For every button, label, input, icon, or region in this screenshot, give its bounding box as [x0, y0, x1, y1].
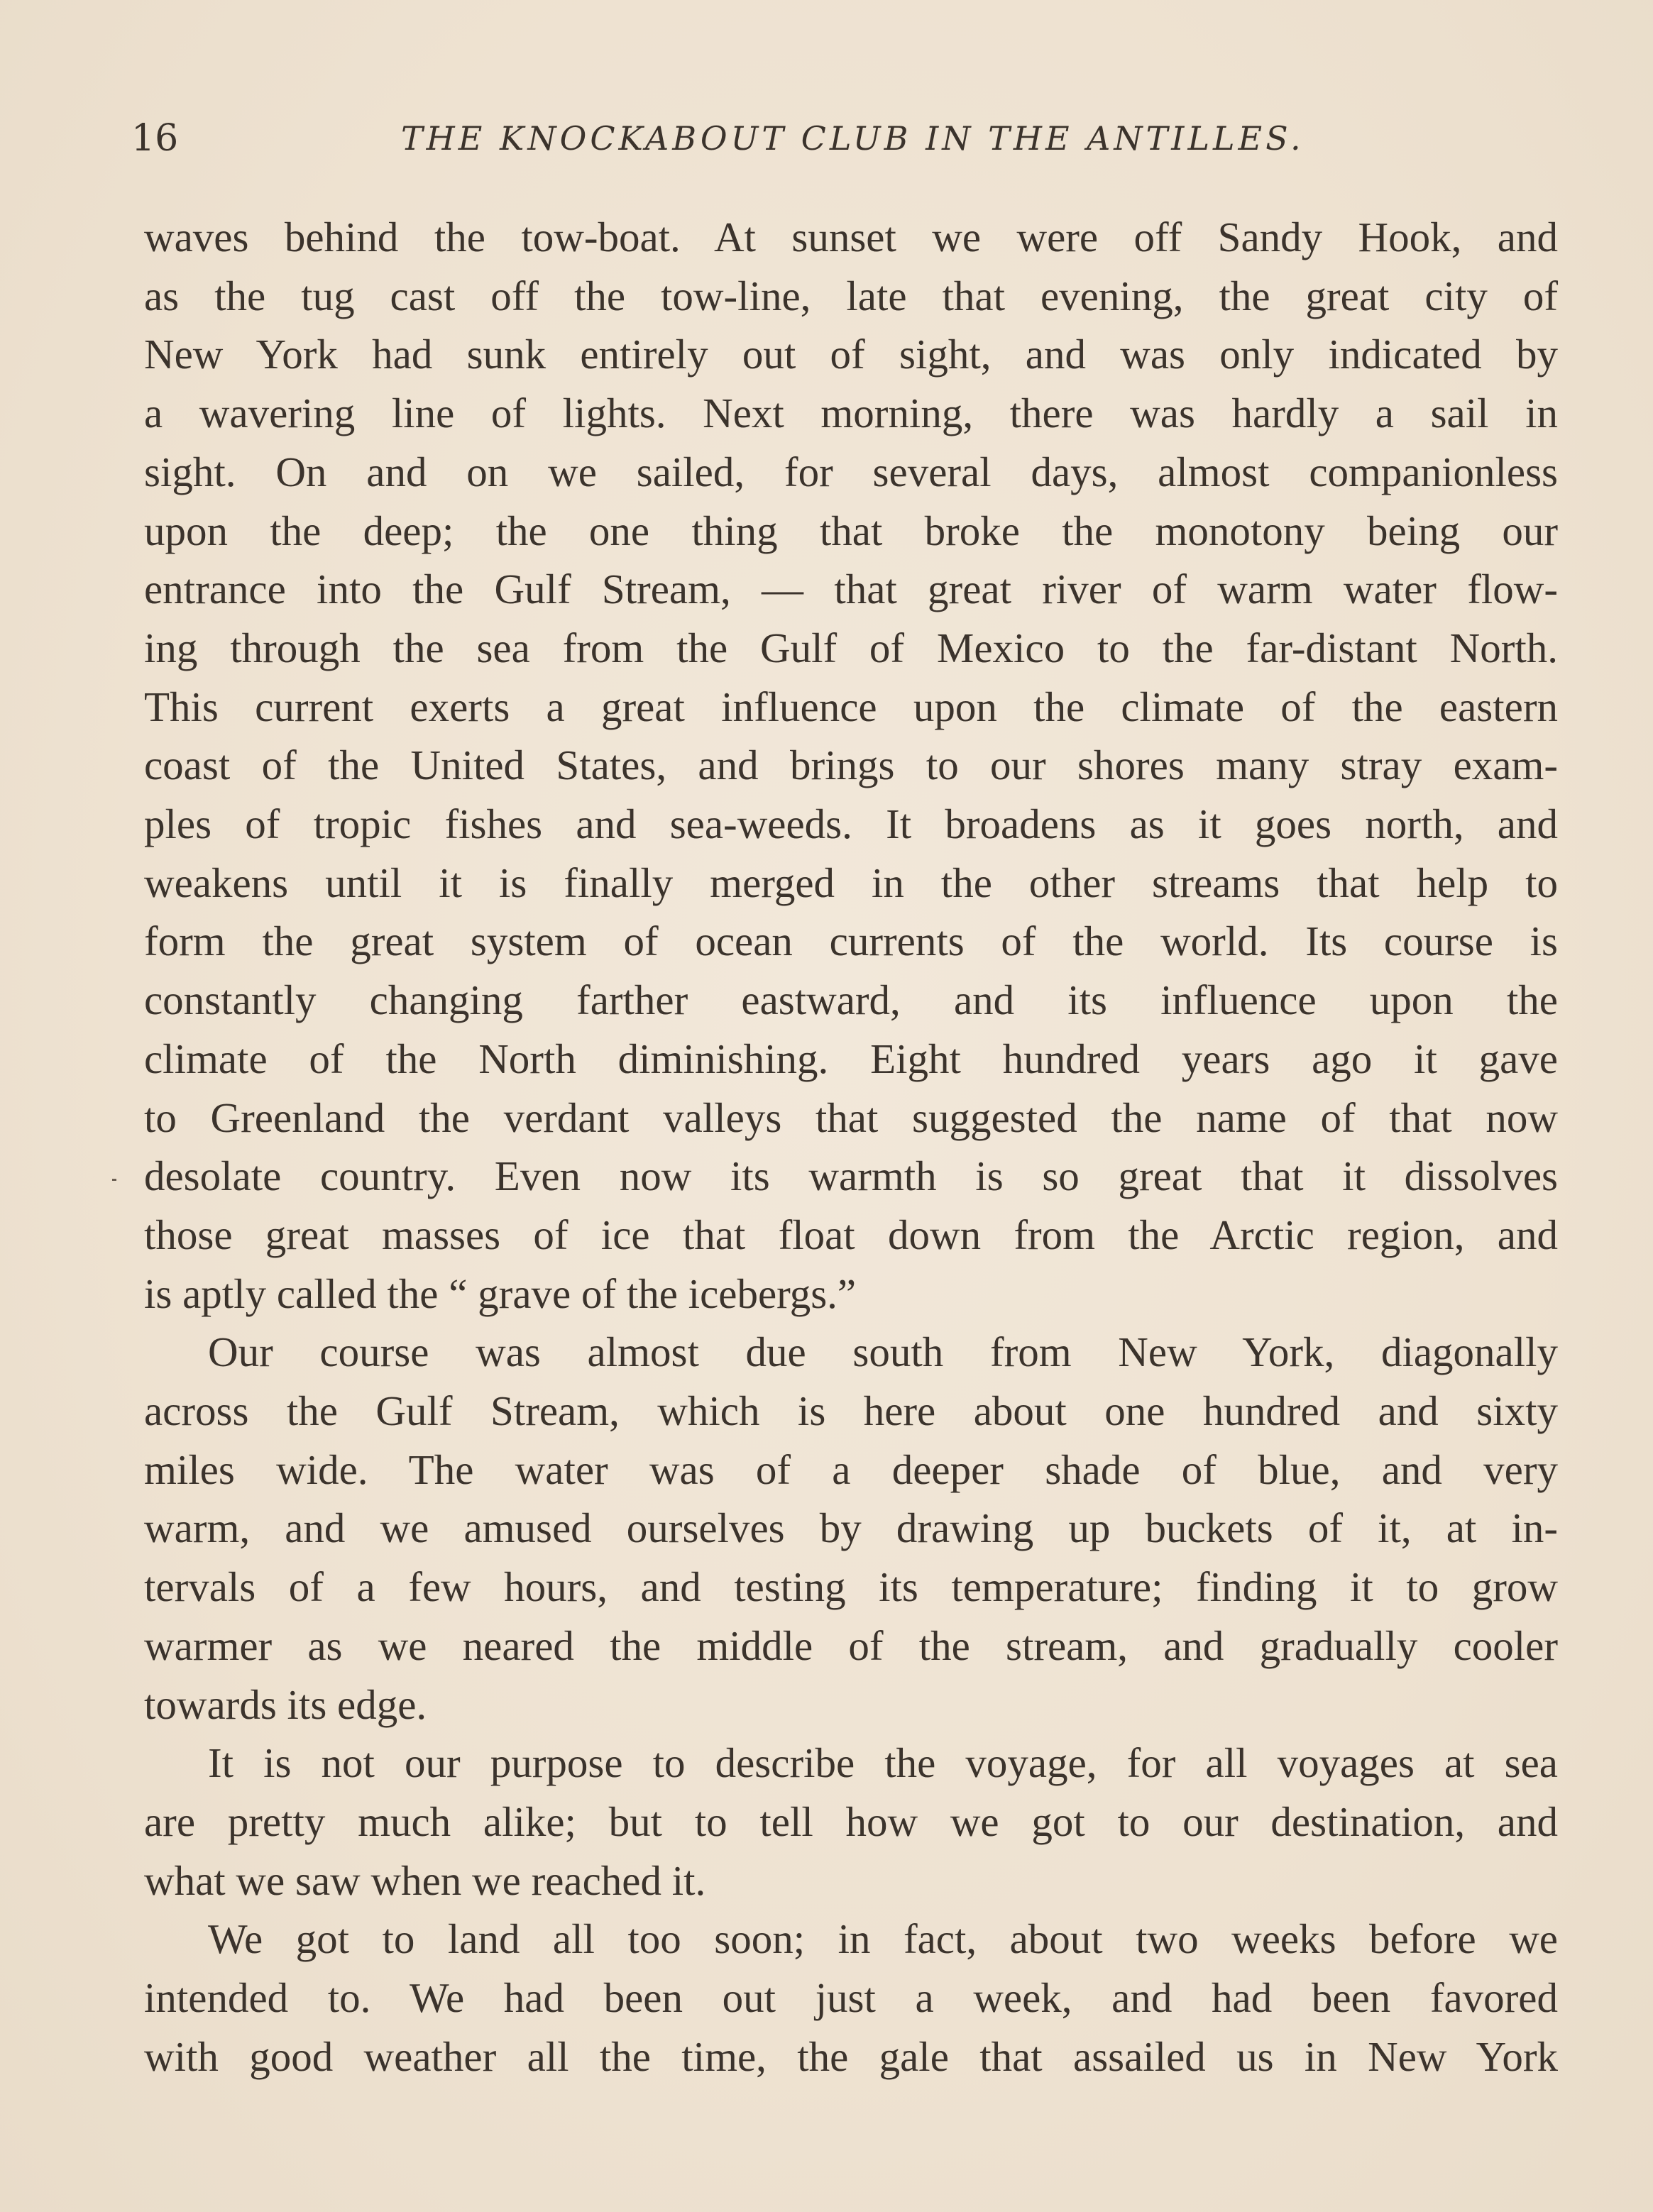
text-line: This current exerts a great influence upon the climate of the eastern	[144, 683, 1558, 730]
text-line: with good weather all the time, the gale that assailed us in New York	[144, 2032, 1558, 2080]
text-line: It is not our purpose to describe the voyage, for all voyages at sea	[208, 1739, 1558, 1787]
text-line: We got to land all too soon; in fact, about two weeks before we	[208, 1915, 1558, 1963]
text-line: across the Gulf Stream, which is here about one hundred and sixty	[144, 1387, 1558, 1435]
text-line: Our course was almost due south from New York, diagonally	[208, 1328, 1558, 1376]
text-line: sight. On and on we sailed, for several days, almost companionless	[144, 448, 1558, 495]
text-line: what we saw when we reached it.	[144, 1856, 706, 1904]
text-line: form the great system of ocean currents of the world. Its course is	[144, 918, 1558, 965]
text-line: those great masses of ice that float down from the Arctic region, and	[144, 1211, 1558, 1258]
text-line: towards its edge.	[144, 1680, 427, 1728]
text-line: upon the deep; the one thing that broke the monotony being our	[144, 507, 1558, 554]
text-line: to Greenland the verdant valleys that suggested the name of that now	[144, 1094, 1558, 1141]
running-head	[131, 110, 1522, 167]
text-line: waves behind the tow-boat. At sunset we were off Sandy Hook, and	[144, 214, 1558, 260]
paragraph-1	[144, 208, 1558, 1323]
text-line: ples of tropic fishes and sea-weeds. It broadens as it goes north, and	[144, 800, 1558, 848]
text-line: weakens until it is finally merged in the other streams that help to	[144, 859, 1558, 906]
text-line: New York had sunk entirely out of sight, and was only indicated by	[144, 331, 1558, 378]
text-line: warm, and we amused ourselves by drawing up buckets of it, at in-	[144, 1504, 1558, 1552]
paragraph-4	[144, 1910, 1558, 2086]
paragraph-3	[144, 1734, 1558, 1910]
page-number: 16	[131, 117, 179, 160]
book-title: THE KNOCKABOUT CLUB IN THE ANTILLES.	[401, 119, 1305, 158]
margin-mark	[112, 1179, 116, 1181]
text-line: as the tug cast off the tow-line, late that evening, the great city of	[144, 272, 1558, 319]
text-line: warmer as we neared the middle of the stream, and gradually cooler	[144, 1622, 1558, 1669]
text-line: climate of the North diminishing. Eight hundred years ago it gave	[144, 1035, 1558, 1082]
text-line: a wavering line of lights. Next morning, there was hardly a sail in	[144, 390, 1558, 437]
text-line: are pretty much alike; but to tell how we got to our destination, and	[144, 1798, 1558, 1845]
text-line: coast of the United States, and brings to our shores many stray exam-	[144, 742, 1558, 789]
paragraph-2	[144, 1323, 1558, 1734]
text-line: miles wide. The water was of a deeper shade of blue, and very	[144, 1446, 1558, 1493]
text-line: intended to. We had been out just a week, and had been favored	[144, 1974, 1558, 2022]
text-line: ing through the sea from the Gulf of Mexico to the far-distant North.	[144, 624, 1558, 671]
text-line: constantly changing farther eastward, and its influence upon the	[144, 976, 1558, 1024]
body-text	[144, 208, 1558, 2086]
text-line: is aptly called the “ grave of the icebergs.”	[144, 1270, 857, 1317]
text-line: tervals of a few hours, and testing its temperature; finding it to grow	[144, 1563, 1558, 1611]
text-line: entrance into the Gulf Stream, — that great river of warm water flow-	[144, 566, 1558, 613]
text-line: desolate country. Even now its warmth is so great that it dissolves	[144, 1152, 1558, 1200]
